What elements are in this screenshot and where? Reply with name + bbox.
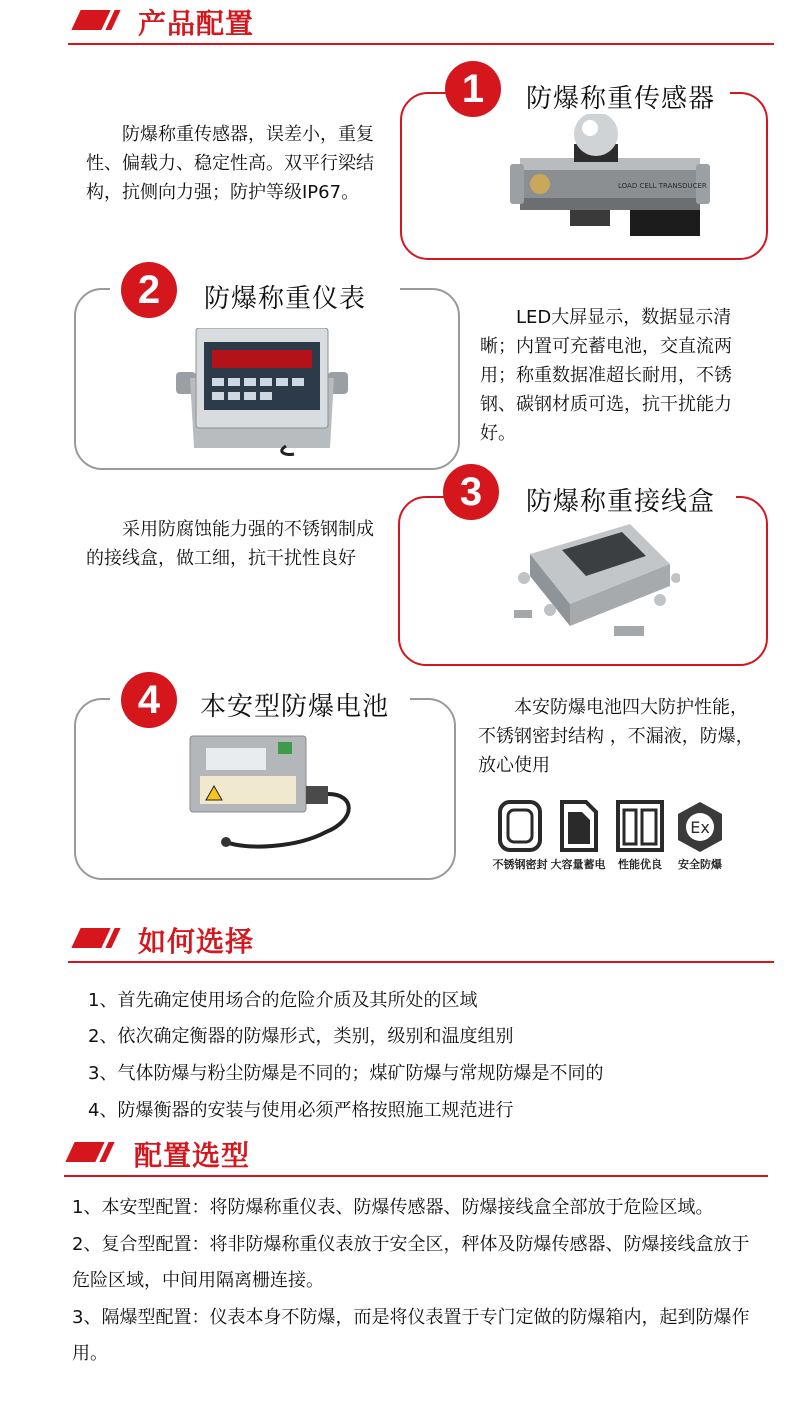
product-number-badge: 3 [443,464,499,520]
list-item: 2、依次确定衡器的防爆形式，类别，级别和温度组别 [88,1026,514,1047]
product-title: 防爆称重传感器 [526,84,716,114]
product-card-junction-box [398,496,768,666]
section-rule [64,1175,768,1177]
config-options [72,1190,752,1373]
section-title: 配置选型 [134,1139,251,1172]
feature-label: 安全防爆 [678,858,722,871]
section-rule [68,961,774,963]
header-slash-decoration [66,1142,114,1162]
junction-box-image [510,514,680,650]
load-cell-image [510,114,710,246]
header-slash-decoration [72,10,120,30]
battery-image [186,730,376,870]
feature-item [610,800,670,871]
ex-icon-text: Ex [690,818,710,837]
header-slash-decoration [72,928,120,948]
section-header-how [0,918,811,964]
chip-icon [490,800,550,854]
section-title: 产品配置 [138,7,255,40]
product-card-indicator [74,288,460,470]
indicator-image [176,328,348,456]
product-number-badge: 1 [445,61,501,117]
ex-icon [670,800,730,854]
document-icon [548,800,608,854]
feature-item [548,800,608,871]
section-rule [68,43,774,45]
config-option: 1、本安型配置：将防爆称重仪表、防爆传感器、防爆接线盒全部放于危险区域。 [72,1197,714,1218]
product-title: 防爆称重接线盒 [526,487,716,517]
config-option: 3、隔爆型配置：仪表本身不防爆，而是将仪表置于专门定做的防爆箱内，起到防爆作用。 [72,1306,750,1365]
section-header-config [0,0,811,46]
product-title: 防爆称重仪表 [204,284,367,314]
list-item: 3、气体防爆与粉尘防爆是不同的；煤矿防爆与常规防爆是不同的 [88,1063,604,1084]
config-option: 2、复合型配置：将非防爆称重仪表放于安全区，秤体及防爆传感器、防爆接线盒放于危险区域，中间用隔离栅连接。 [72,1233,750,1292]
product-card-battery [74,698,456,880]
section-header-select [0,1132,811,1178]
product-description: 本安防爆电池四大防护性能，不锈钢密封结构 ，不漏液，防爆，放心使用 [478,697,754,776]
product-number-badge: 4 [121,672,177,728]
product-description: 防爆称重传感器，误差小，重复性、偏载力、稳定性高。双平行梁结构，抗侧向力强；防护等级IP67。 [86,124,374,203]
product-title: 本安型防爆电池 [200,692,390,722]
feature-label: 大容量蓄电 [550,858,606,871]
feature-item [670,800,730,871]
section-title: 如何选择 [138,925,255,958]
feature-item [490,800,550,871]
product-card-sensor [400,92,768,260]
window-icon [610,800,670,854]
list-item: 1、首先确定使用场合的危险介质及其所处的区域 [88,990,478,1011]
list-item: 4、防爆衡器的安装与使用必须严格按照施工规范进行 [88,1100,514,1121]
product-number-badge: 2 [121,262,177,318]
feature-label: 不锈钢密封 [492,858,548,871]
product-description: 采用防腐蚀能力强的不锈钢制成的接线盒，做工细，抗干扰性良好 [86,519,374,569]
product-description: LED大屏显示，数据显示清晰；内置可充蓄电池，交直流两用；称重数据准超长耐用，不锈钢、碳钢材质可选，抗干扰能力好。 [480,307,732,444]
load-cell-label: LOAD CELL TRANSDUCER [618,182,707,190]
feature-label: 性能优良 [618,858,662,871]
